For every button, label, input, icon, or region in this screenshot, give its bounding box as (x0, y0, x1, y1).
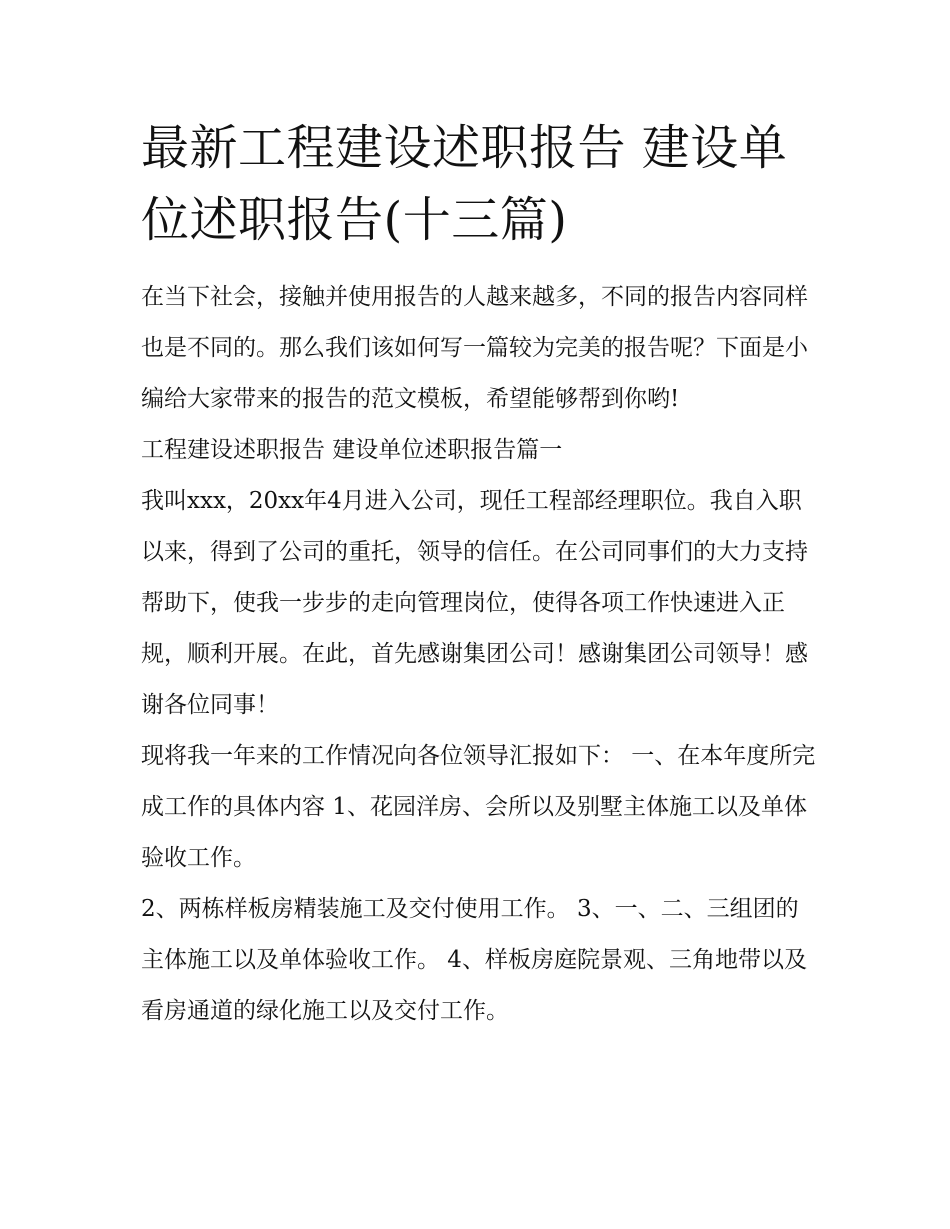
section-heading: 工程建设述职报告 建设单位述职报告篇一 (141, 437, 563, 463)
document-title: 最新工程建设述职报告 建设单位述职报告(十三篇) (141, 120, 788, 248)
body-paragraph: 现将我一年来的工作情况向各位领导汇报如下： 一、在本年度所完成工作的具体内容 1、花园洋房、会所以及别墅主体施工以及单体验收工作。 (141, 743, 816, 871)
document-content (141, 112, 817, 1037)
body-paragraph: 2、两栋样板房精装施工及交付使用工作。 3、一、二、三组团的主体施工以及单体验收工作。 4、样板房庭院景观、三角地带以及看房通道的绿化施工以及交付工作。 (141, 896, 807, 1024)
body-paragraph: 我叫xxx，20xx年4月进入公司，现任工程部经理职位。我自入职以来，得到了公司的重托，领导的信任。在公司同事们的大力支持帮助下，使我一步步的走向管理岗位，使得各项工作快速进入正规，顺利开展。在此，首先感谢集团公司！感谢集团公司领导！感谢各位同事！ (141, 488, 808, 718)
intro-paragraph: 在当下社会，接触并使用报告的人越来越多，不同的报告内容同样也是不同的。那么我们该如何写一篇较为完美的报告呢？下面是小编给大家带来的报告的范文模板，希望能够帮到你哟! (141, 284, 808, 412)
